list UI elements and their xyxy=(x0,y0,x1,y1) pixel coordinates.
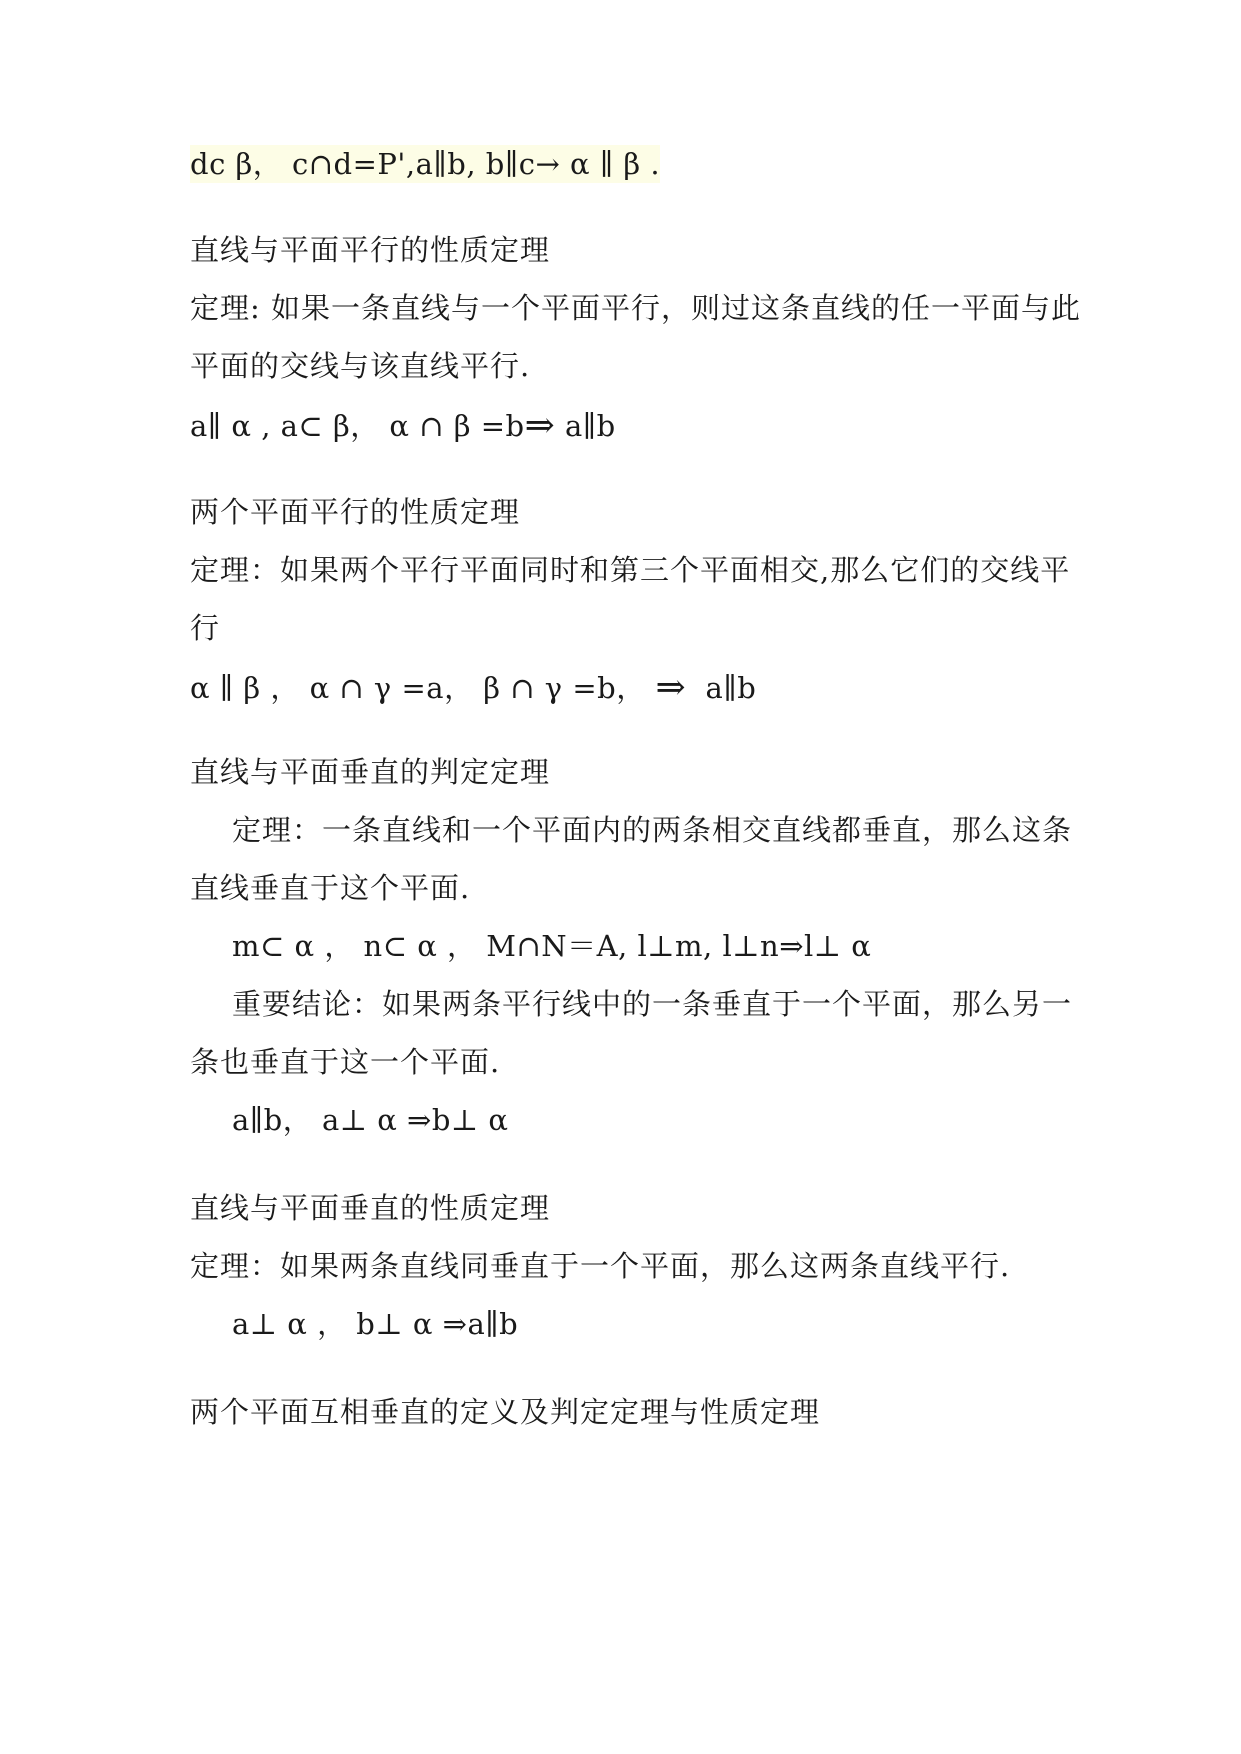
theorem-text: 定理：如果两条直线同垂直于一个平面，那么这两条直线平行. xyxy=(190,1249,1011,1283)
formula-planes-parallel xyxy=(190,668,756,708)
formula-result: a∥b xyxy=(705,671,757,705)
conclusion-text-line-2: 条也垂直于这一个平面. xyxy=(190,1045,501,1079)
implies-arrow-icon: ⇒ xyxy=(524,405,556,446)
theorem-text-line-2: 平面的交线与该直线平行. xyxy=(190,349,531,383)
theorem-text-line-1: 定理：一条直线和一个平面内的两条相交直线都垂直，那么这条 xyxy=(232,813,1073,847)
heading-line-plane-perpendicular-property: 直线与平面垂直的性质定理 xyxy=(190,1191,551,1225)
formula-conclusion: a∥b， a⊥ α ⇒b⊥ α xyxy=(232,1103,509,1137)
formula-perpendicular-criterion: m⊂ α ， n⊂ α ， M∩N＝A, l⊥m, l⊥n⇒l⊥ α xyxy=(232,929,872,963)
conclusion-text-line-1: 重要结论：如果两条平行线中的一条垂直于一个平面，那么另一 xyxy=(232,987,1073,1021)
theorem-text-line-1: 定理：如果两个平行平面同时和第三个平面相交,那么它们的交线平 xyxy=(190,553,1071,587)
formula-line-plane-parallel xyxy=(190,406,616,446)
formula-plane-parallel-criterion xyxy=(190,144,660,184)
theorem-text-line-2: 直线垂直于这个平面. xyxy=(190,871,471,905)
implies-arrow-icon: ⇒ xyxy=(655,667,687,708)
theorem-text-line-2: 行 xyxy=(190,611,221,645)
heading-planes-perpendicular: 两个平面互相垂直的定义及判定定理与性质定理 xyxy=(190,1395,821,1429)
heading-line-plane-perpendicular-criterion: 直线与平面垂直的判定定理 xyxy=(190,755,551,789)
formula-result: a∥b xyxy=(565,409,616,443)
highlighted-formula-text: dc β， c∩d=P',a∥b, b∥c→ α ∥ β . xyxy=(190,147,661,181)
formula-perpendicular-property: a⊥ α ， b⊥ α ⇒a∥b xyxy=(232,1307,519,1341)
heading-planes-parallel-property: 两个平面平行的性质定理 xyxy=(190,495,521,529)
theorem-text-line-1: 定理: 如果一条直线与一个平面平行，则过这条直线的任一平面与此 xyxy=(190,291,1081,325)
heading-line-plane-parallel-property: 直线与平面平行的性质定理 xyxy=(190,233,551,267)
formula-part: α ∥ β ， α ∩ γ =a， β ∩ γ =b， xyxy=(190,671,646,705)
formula-part: a∥ α , a⊂ β， α ∩ β =b xyxy=(190,409,525,443)
